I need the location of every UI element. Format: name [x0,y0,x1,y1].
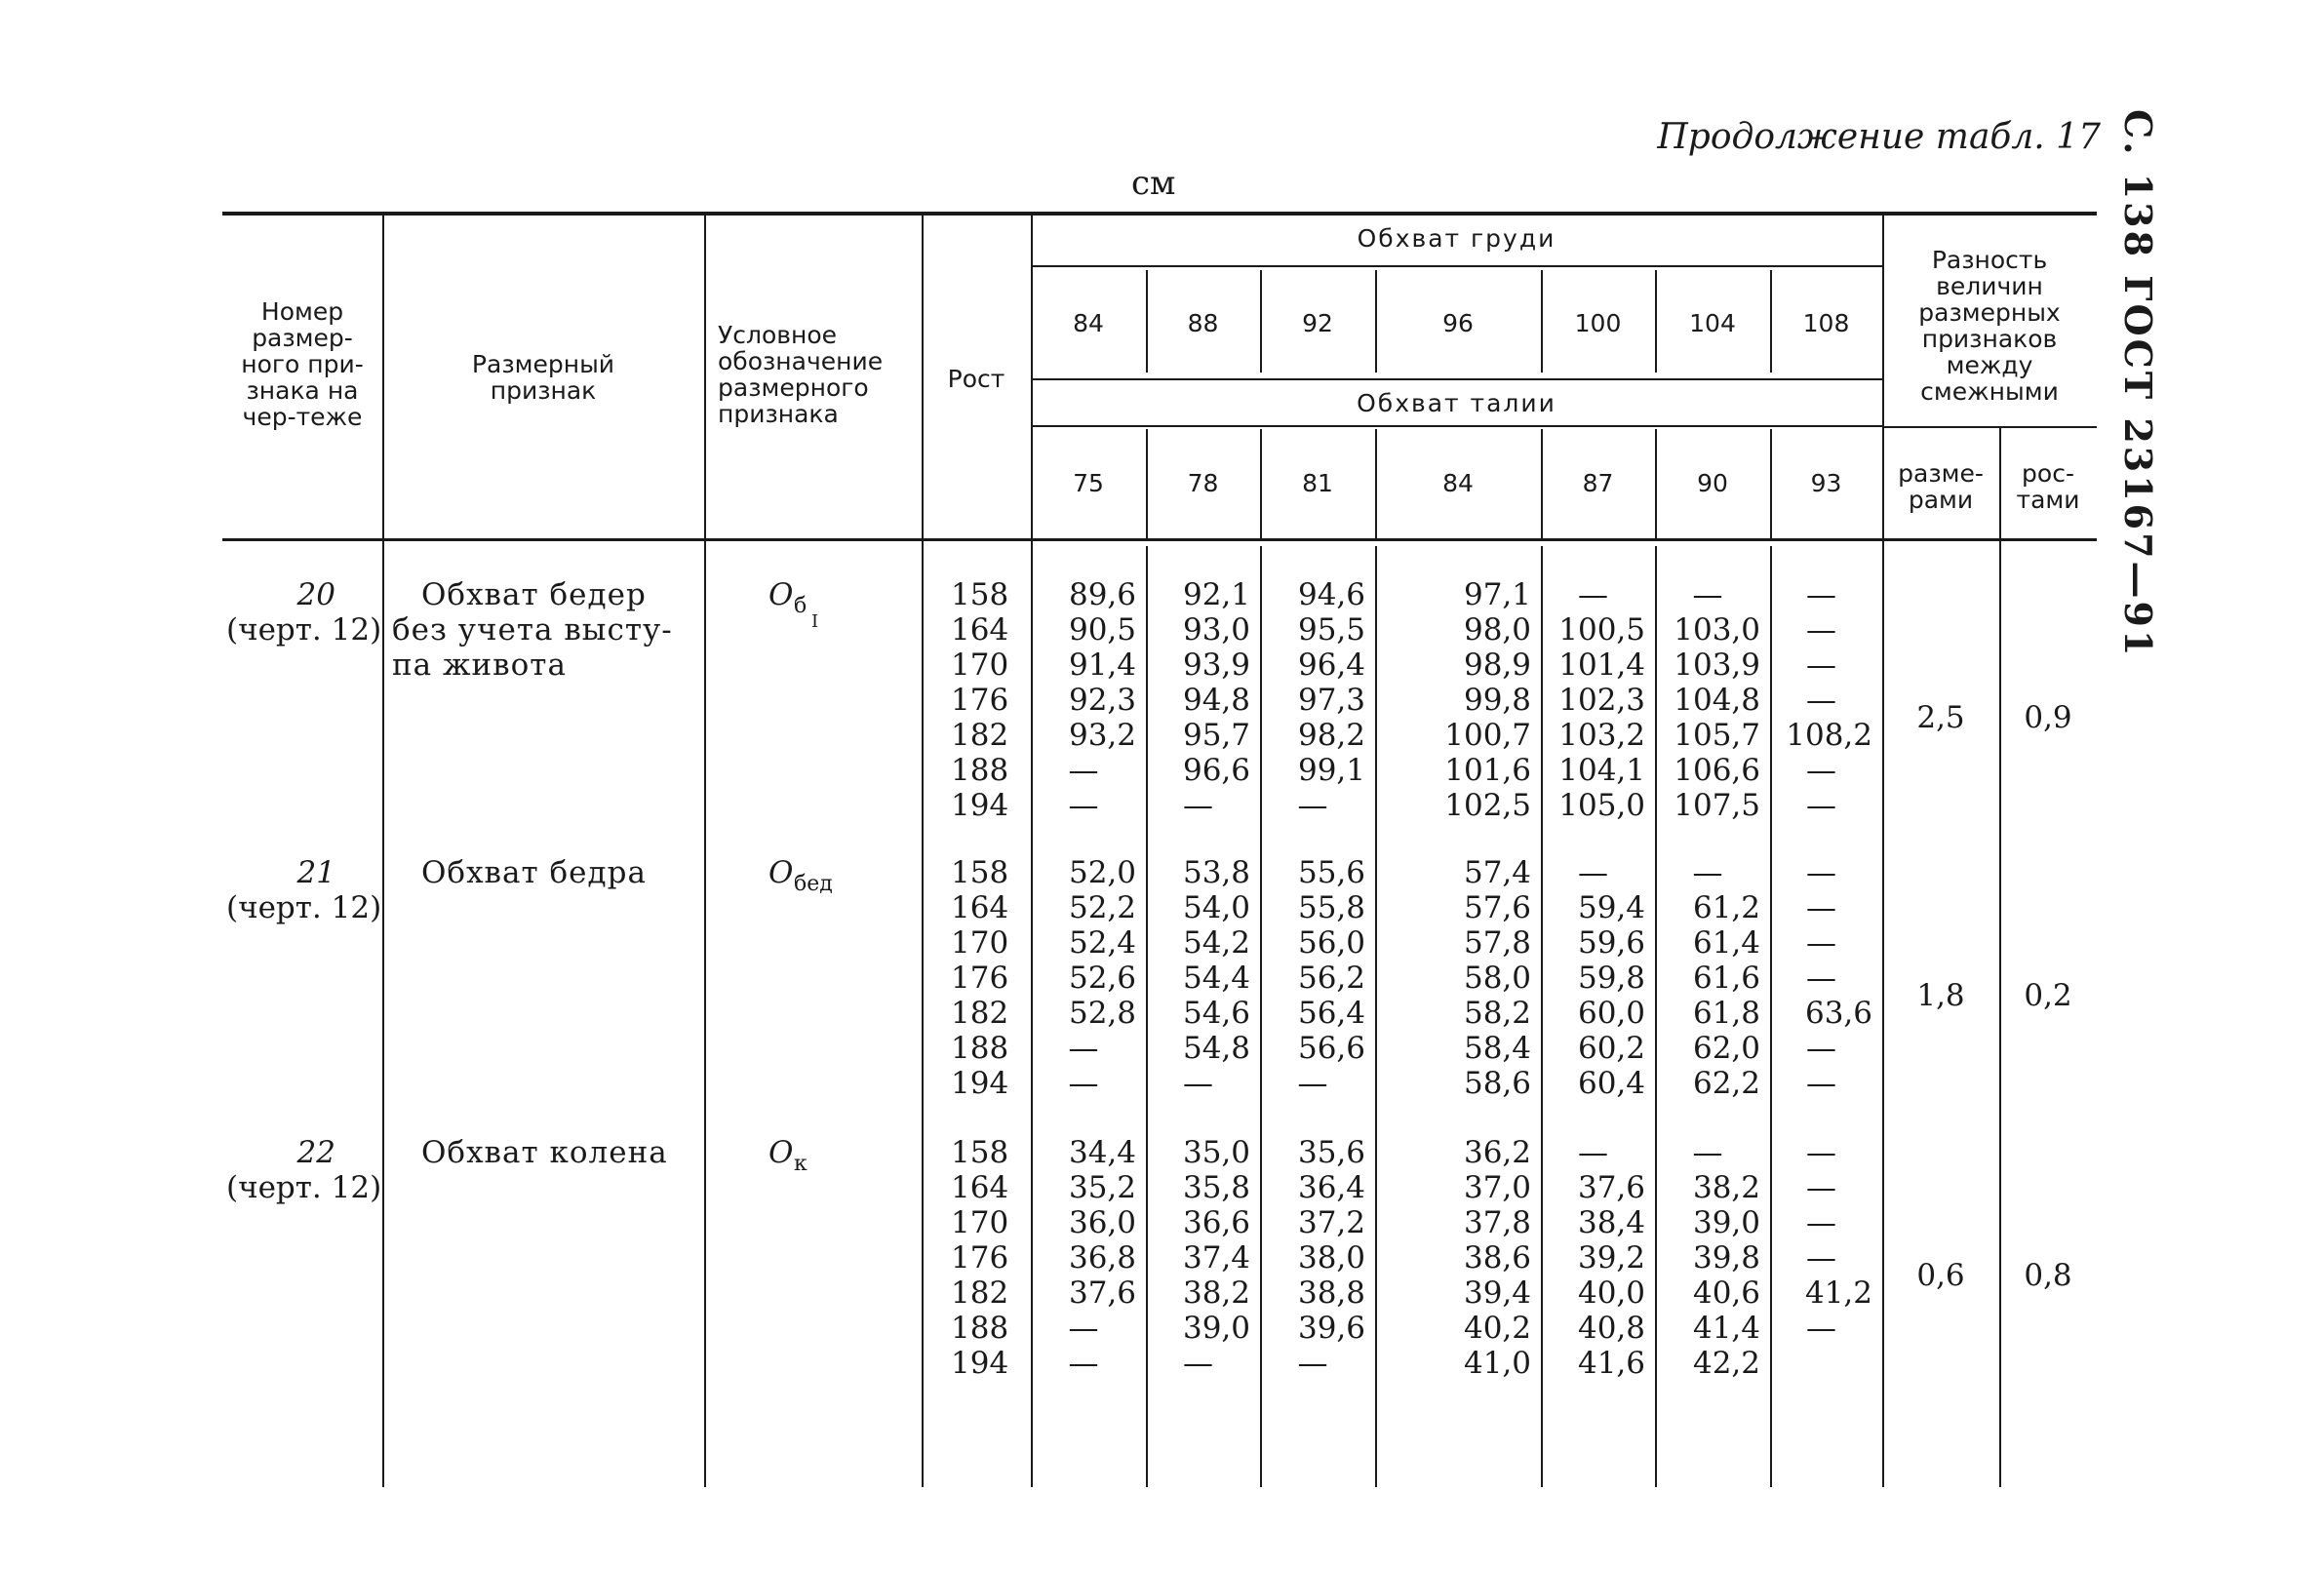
row-number: 20 [296,577,335,612]
value-cell: 56,2 [1297,961,1365,996]
value-cell: — [1806,1135,1836,1170]
row-height: 188 [951,753,1009,788]
value-cell: — [1068,788,1099,823]
row-feature-line: Обхват бедра [421,855,647,890]
value-cell: 62,0 [1692,1031,1760,1066]
header-bottom-rule [222,538,2097,541]
value-cell: 52,6 [1068,961,1136,996]
waist-value: 78 [1187,469,1219,497]
row-symbol-subsub: I [811,611,819,632]
row-feature-line: без учета высту- [392,612,673,648]
value-cell: 93,2 [1068,718,1136,753]
value-cell: — [1692,577,1723,612]
value-cell: 60,2 [1577,1031,1645,1066]
header-height: Рост [947,365,1005,393]
value-cell: — [1806,890,1836,925]
page-side-label: С. 138 ГОСТ 23167—91 [2116,109,2160,659]
value-cell: 35,6 [1297,1135,1365,1170]
column-divider [1999,426,2001,1487]
value-cell: 98,9 [1463,648,1531,683]
value-cell: 57,6 [1463,890,1531,925]
value-cell: 107,5 [1674,788,1760,823]
row-feature-line: Обхват колена [421,1135,668,1170]
value-cell: 93,0 [1182,612,1250,648]
value-cell: 91,4 [1068,648,1136,683]
row-symbol-sub: бед [794,872,833,896]
row-symbol-sub: к [794,1152,807,1176]
value-cell: 55,8 [1297,890,1365,925]
value-cell: 36,6 [1182,1205,1250,1240]
value-cell: 96,4 [1297,648,1365,683]
value-cell: 35,2 [1068,1170,1136,1205]
value-cell: 34,4 [1068,1135,1136,1170]
row-height: 176 [951,1240,1009,1276]
column-divider [1882,212,1884,1487]
value-cell: — [1806,961,1836,996]
unit-label: см [1131,164,1176,203]
chest-value: 92 [1302,309,1333,337]
value-cell: 58,4 [1463,1031,1531,1066]
value-cell: — [1806,577,1836,612]
row-symbol: О [768,1135,794,1170]
value-cell: 41,4 [1692,1311,1760,1346]
value-cell: 92,3 [1068,683,1136,718]
row-height: 170 [951,648,1009,683]
value-cell: 42,2 [1692,1346,1760,1381]
chest-value: 88 [1187,309,1219,337]
value-cell: 100,7 [1444,718,1531,753]
value-cell: 60,4 [1577,1066,1645,1101]
value-cell: 52,0 [1068,855,1136,890]
value-cell: 97,3 [1297,683,1365,718]
row-height: 188 [951,1311,1009,1346]
value-cell: 100,5 [1558,612,1645,648]
value-cell: — [1806,753,1836,788]
value-cell: — [1578,577,1608,612]
diff-group-rule [1882,426,2097,428]
value-cell: 105,0 [1558,788,1645,823]
row-symbol: О [768,855,794,890]
value-cell: 58,2 [1463,996,1531,1031]
value-cell: 104,8 [1674,683,1760,718]
row-drawing-ref: (черт. 12) [226,1170,382,1205]
row-height: 164 [951,890,1009,925]
table-top-rule [222,212,2097,216]
row-number: 22 [296,1135,335,1170]
value-cell: 38,6 [1463,1240,1531,1276]
value-cell: 108,2 [1786,718,1872,753]
diff-sizes-value: 1,8 [1916,978,1965,1013]
value-cell: 40,2 [1463,1311,1531,1346]
value-cell: — [1806,1031,1836,1066]
diff-heights-value: 0,9 [2024,700,2072,735]
row-drawing-ref: (черт. 12) [226,612,382,648]
value-cell: 60,0 [1577,996,1645,1031]
value-cell: 38,4 [1577,1205,1645,1240]
column-divider [382,212,384,1487]
value-cell: 52,8 [1068,996,1136,1031]
column-divider [704,212,706,1487]
value-cell: 63,6 [1804,996,1872,1031]
value-cell: 35,0 [1182,1135,1250,1170]
value-cell: 103,2 [1558,718,1645,753]
value-cell: 62,2 [1692,1066,1760,1101]
value-cell: 40,0 [1577,1276,1645,1311]
value-cell: 54,2 [1182,925,1250,961]
value-cell: — [1806,1170,1836,1205]
value-cell: 96,6 [1182,753,1250,788]
value-cell: 38,0 [1297,1240,1365,1276]
value-cell: 54,6 [1182,996,1250,1031]
value-cell: — [1297,1066,1328,1101]
value-cell: — [1806,925,1836,961]
value-cell: 37,2 [1297,1205,1365,1240]
value-cell: 57,4 [1463,855,1531,890]
row-height: 194 [951,788,1009,823]
value-cell: — [1068,753,1099,788]
value-cell: 36,0 [1068,1205,1136,1240]
value-cell: 102,5 [1444,788,1531,823]
value-cell: 52,2 [1068,890,1136,925]
value-cell: — [1806,612,1836,648]
value-cell: 101,6 [1444,753,1531,788]
header-number: Номер размер-ного при-знака на чер-теже [241,297,364,431]
value-cell: 41,0 [1463,1346,1531,1381]
value-cell: 98,0 [1463,612,1531,648]
value-cell: 98,2 [1297,718,1365,753]
value-cell: 94,8 [1182,683,1250,718]
waist-value: 75 [1073,469,1104,497]
value-cell: 99,1 [1297,753,1365,788]
waist-value: 87 [1582,469,1614,497]
value-cell: 54,4 [1182,961,1250,996]
row-height: 194 [951,1066,1009,1101]
row-number: 21 [296,855,335,890]
row-height: 182 [951,996,1009,1031]
value-cell: 59,4 [1577,890,1645,925]
value-cell: 59,8 [1577,961,1645,996]
value-cell: 103,9 [1674,648,1760,683]
waist-value: 93 [1810,469,1842,497]
value-cell: 37,8 [1463,1205,1531,1240]
value-cell: — [1578,1135,1608,1170]
waist-value: 90 [1697,469,1728,497]
value-cell: 36,8 [1068,1240,1136,1276]
row-height: 176 [951,961,1009,996]
value-cell: 37,6 [1068,1276,1136,1311]
value-cell: — [1806,1205,1836,1240]
value-cell: — [1183,788,1213,823]
value-cell: — [1806,683,1836,718]
value-cell: 54,8 [1182,1031,1250,1066]
value-cell: 39,0 [1692,1205,1760,1240]
row-height: 182 [951,1276,1009,1311]
value-cell: — [1297,788,1328,823]
value-cell: — [1806,1311,1836,1346]
waist-group-rule [1031,425,1882,427]
value-cell: 38,2 [1182,1276,1250,1311]
value-cell: 61,2 [1692,890,1760,925]
header-diff-heights: рос-тами [2016,459,2080,514]
value-cell: 97,1 [1463,577,1531,612]
value-cell: — [1806,1066,1836,1101]
value-cell: 40,6 [1692,1276,1760,1311]
value-cell: — [1068,1066,1099,1101]
value-cell: 56,4 [1297,996,1365,1031]
value-cell: 95,5 [1297,612,1365,648]
row-height: 194 [951,1346,1009,1381]
row-height: 176 [951,683,1009,718]
row-height: 170 [951,925,1009,961]
header-feature: Размерный признак [471,350,615,405]
value-cell: 38,8 [1297,1276,1365,1311]
row-height: 158 [951,1135,1009,1170]
value-cell: 105,7 [1674,718,1760,753]
value-cell: — [1692,1135,1723,1170]
header-waist-group: Обхват талии [1357,389,1556,417]
value-cell: 37,0 [1463,1170,1531,1205]
value-cell: 39,8 [1692,1240,1760,1276]
row-height: 158 [951,577,1009,612]
header-chest-group: Обхват груди [1357,224,1556,253]
value-cell: 102,3 [1558,683,1645,718]
value-cell: — [1068,1031,1099,1066]
value-cell: — [1806,648,1836,683]
value-cell: — [1806,1240,1836,1276]
value-cell: 55,6 [1297,855,1365,890]
diff-heights-value: 0,2 [2024,978,2072,1013]
value-cell: — [1806,855,1836,890]
value-cell: 58,6 [1463,1066,1531,1101]
row-height: 158 [951,855,1009,890]
value-cell: — [1297,1346,1328,1381]
value-cell: 93,9 [1182,648,1250,683]
value-cell: 37,6 [1577,1170,1645,1205]
value-cell: — [1578,855,1608,890]
value-cell: 94,6 [1297,577,1365,612]
header-diff-sizes: разме-рами [1898,459,1984,514]
chest-group-rule [1031,265,1882,267]
value-cell: 103,0 [1674,612,1760,648]
value-cell: 104,1 [1558,753,1645,788]
value-cell: 61,4 [1692,925,1760,961]
value-cell: 101,4 [1558,648,1645,683]
diff-sizes-value: 2,5 [1916,700,1965,735]
diff-heights-value: 0,8 [2024,1258,2072,1293]
row-feature-line: па живота [392,648,567,683]
chest-value: 96 [1442,309,1474,337]
value-cell: 54,0 [1182,890,1250,925]
row-symbol: О [768,577,794,612]
value-cell: 39,2 [1577,1240,1645,1276]
row-height: 170 [951,1205,1009,1240]
value-cell: 39,0 [1182,1311,1250,1346]
value-cell: 52,4 [1068,925,1136,961]
value-cell: 53,8 [1182,855,1250,890]
value-cell: 40,8 [1577,1311,1645,1346]
column-divider [922,212,924,1487]
chest-value: 104 [1689,309,1736,337]
header-symbol: Условное обозначение размерного признака [718,321,884,428]
value-cell: 56,6 [1297,1031,1365,1066]
row-height: 188 [951,1031,1009,1066]
value-cell: 90,5 [1068,612,1136,648]
value-cell: — [1183,1346,1213,1381]
value-cell: 99,8 [1463,683,1531,718]
value-cell: 41,2 [1804,1276,1872,1311]
row-height: 164 [951,612,1009,648]
value-cell: 56,0 [1297,925,1365,961]
value-cell: 37,4 [1182,1240,1250,1276]
value-cell: 35,8 [1182,1170,1250,1205]
table-continuation-title: Продолжение табл. 17 [1657,117,2101,157]
value-cell: — [1183,1066,1213,1101]
value-cell: — [1068,1346,1099,1381]
value-cell: 61,6 [1692,961,1760,996]
value-cell: 39,4 [1463,1276,1531,1311]
value-cell: 61,8 [1692,996,1760,1031]
row-height: 164 [951,1170,1009,1205]
value-cell: 38,2 [1692,1170,1760,1205]
value-cell: 59,6 [1577,925,1645,961]
value-cell: 58,0 [1463,961,1531,996]
row-feature-line: Обхват бедер [421,577,647,612]
value-cell: 106,6 [1674,753,1760,788]
row-drawing-ref: (черт. 12) [226,890,382,925]
value-cell: 95,7 [1182,718,1250,753]
value-cell: 39,6 [1297,1311,1365,1346]
chest-value: 84 [1073,309,1104,337]
value-cell: — [1692,855,1723,890]
value-cell: — [1068,1311,1099,1346]
value-cell: 89,6 [1068,577,1136,612]
row-height: 182 [951,718,1009,753]
diff-sizes-value: 0,6 [1916,1258,1965,1293]
row-symbol-sub: б [794,594,807,618]
value-cell: — [1806,788,1836,823]
header-diff-group: Разность величин размерных признаков между смежными [1918,246,2061,406]
value-cell: 92,1 [1182,577,1250,612]
value-cell: 57,8 [1463,925,1531,961]
chest-value: 108 [1802,309,1850,337]
value-cell: 36,4 [1297,1170,1365,1205]
waist-value: 81 [1302,469,1333,497]
value-cell: 36,2 [1463,1135,1531,1170]
value-cell: 41,6 [1577,1346,1645,1381]
waist-value: 84 [1442,469,1474,497]
chest-values-rule [1031,378,1882,380]
chest-value: 100 [1574,309,1622,337]
